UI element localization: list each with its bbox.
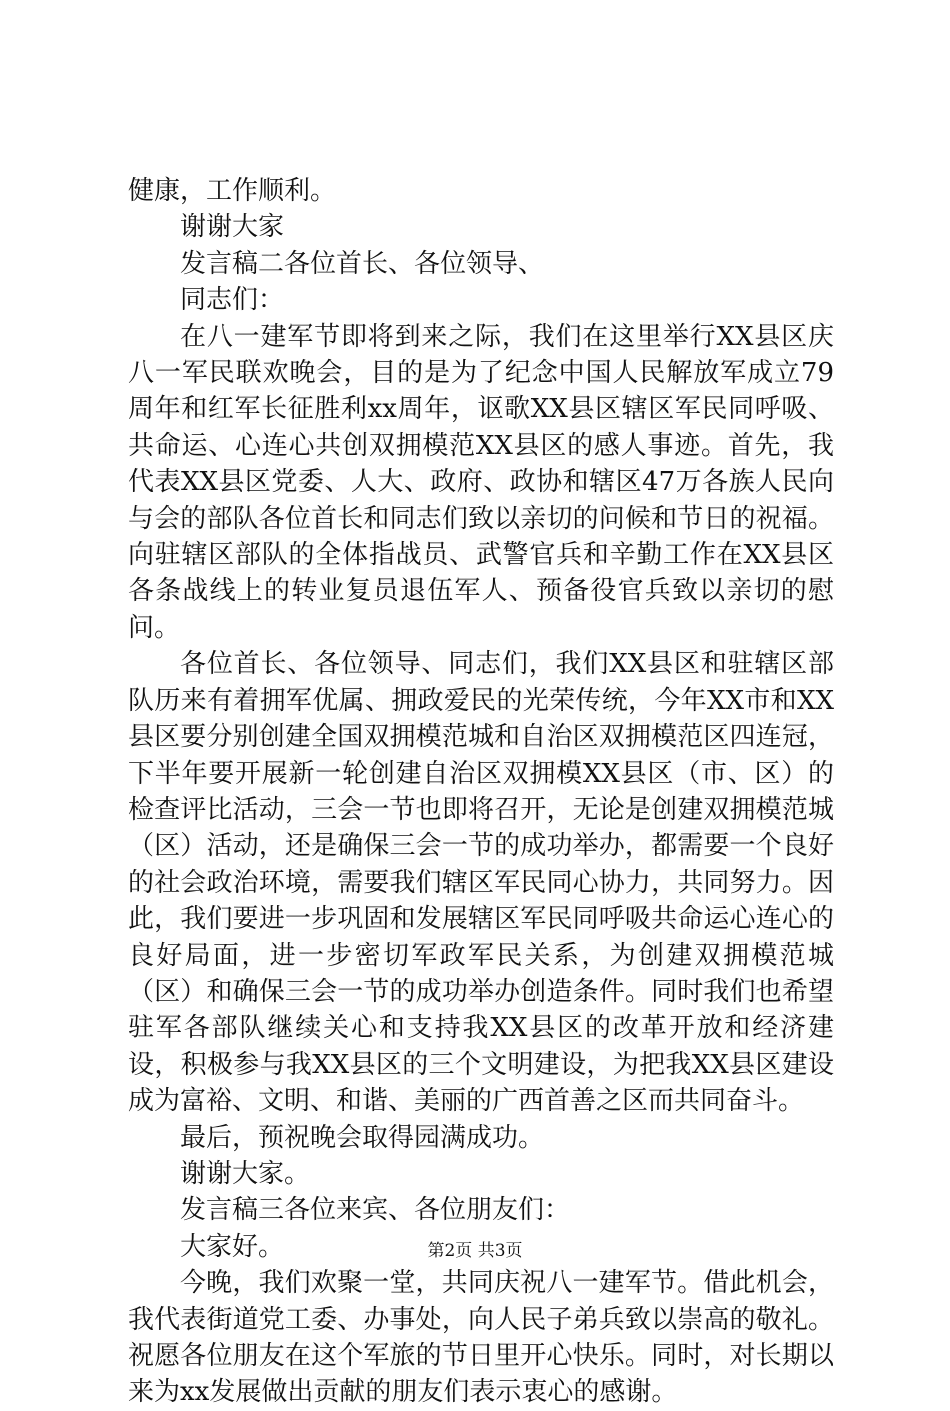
document-body xyxy=(128,173,834,1411)
paragraph-speech-three-heading: 发言稿三各位来宾、各位朋友们： xyxy=(180,1195,571,1226)
paragraph-salutation: 同志们： xyxy=(180,285,285,316)
paragraph-body: 各位首长、各位领导、同志们，我们XX县区和驻辖区部队历来有着拥军优属、拥政爱民的光荣传统，今年XX市和XX县区要分别创建全国双拥模范城和自治区双拥模范区四连冠，下半年要开展新一轮创建自治区双拥模XX县区（市、区）的检查评比活动，三会一节也即将召开，无论是创建双拥模范城（区）活动，还是确保三会一节的成功举办，都需要一个良好的社会政治环境，需要我们辖区军民同心协力，共同努力。因此，我们要进一步巩固和发展辖区军民同呼吸共命运心连心的良好局面，进一步密切军政军民关系，为创建双拥模范城（区）和确保三会一节的成功举办创造条件。同时我们也希望驻军各部队继续关心和支持我XX县区的改革开放和经济建设，积极参与我XX县区的三个文明建设，为把我XX县区建设成为富裕、文明、和谐、美丽的广西首善之区而共同奋斗。 xyxy=(128,649,834,1117)
page-number-label: 第2页 共3页 xyxy=(427,1241,523,1261)
paragraph-speech-two-heading: 发言稿二各位首长、各位领导、 xyxy=(180,248,545,279)
paragraph-thanks: 谢谢大家。 xyxy=(180,1158,311,1189)
paragraph-continuation: 健康，工作顺利。 xyxy=(128,176,337,206)
paragraph-closing-wish: 最后，预祝晚会取得园满成功。 xyxy=(180,1122,545,1153)
paragraph-greeting: 大家好。 xyxy=(180,1231,285,1262)
paragraph-body: 今晚，我们欢聚一堂，共同庆祝八一建军节。借此机会，我代表街道党工委、办事处，向人民子弟兵致以崇高的敬礼。祝愿各位朋友在这个军旅的节日里开心快乐。同时，对长期以来为xx发展做出贡献的朋友们表示衷心的感谢。 xyxy=(128,1268,834,1408)
paragraph-body: 在八一建军节即将到来之际，我们在这里举行XX县区庆八一军民联欢晚会，目的是为了纪念中国人民解放军成立79周年和红军长征胜利xx周年，讴歌XX县区辖区军民同呼吸、共命运、心连心共创双拥模范XX县区的感人事迹。首先，我代表XX县区党委、人大、政府、政协和辖区47万各族人民向与会的部队各位首长和同志们致以亲切的问候和节日的祝福。向驻辖区部队的全体指战员、武警官兵和辛勤工作在XX县区各条战线上的转业复员退伍军人、预备役官兵致以亲切的慰问。 xyxy=(128,321,834,643)
paragraph-thanks: 谢谢大家 xyxy=(180,212,285,243)
page-footer xyxy=(0,1240,950,1262)
